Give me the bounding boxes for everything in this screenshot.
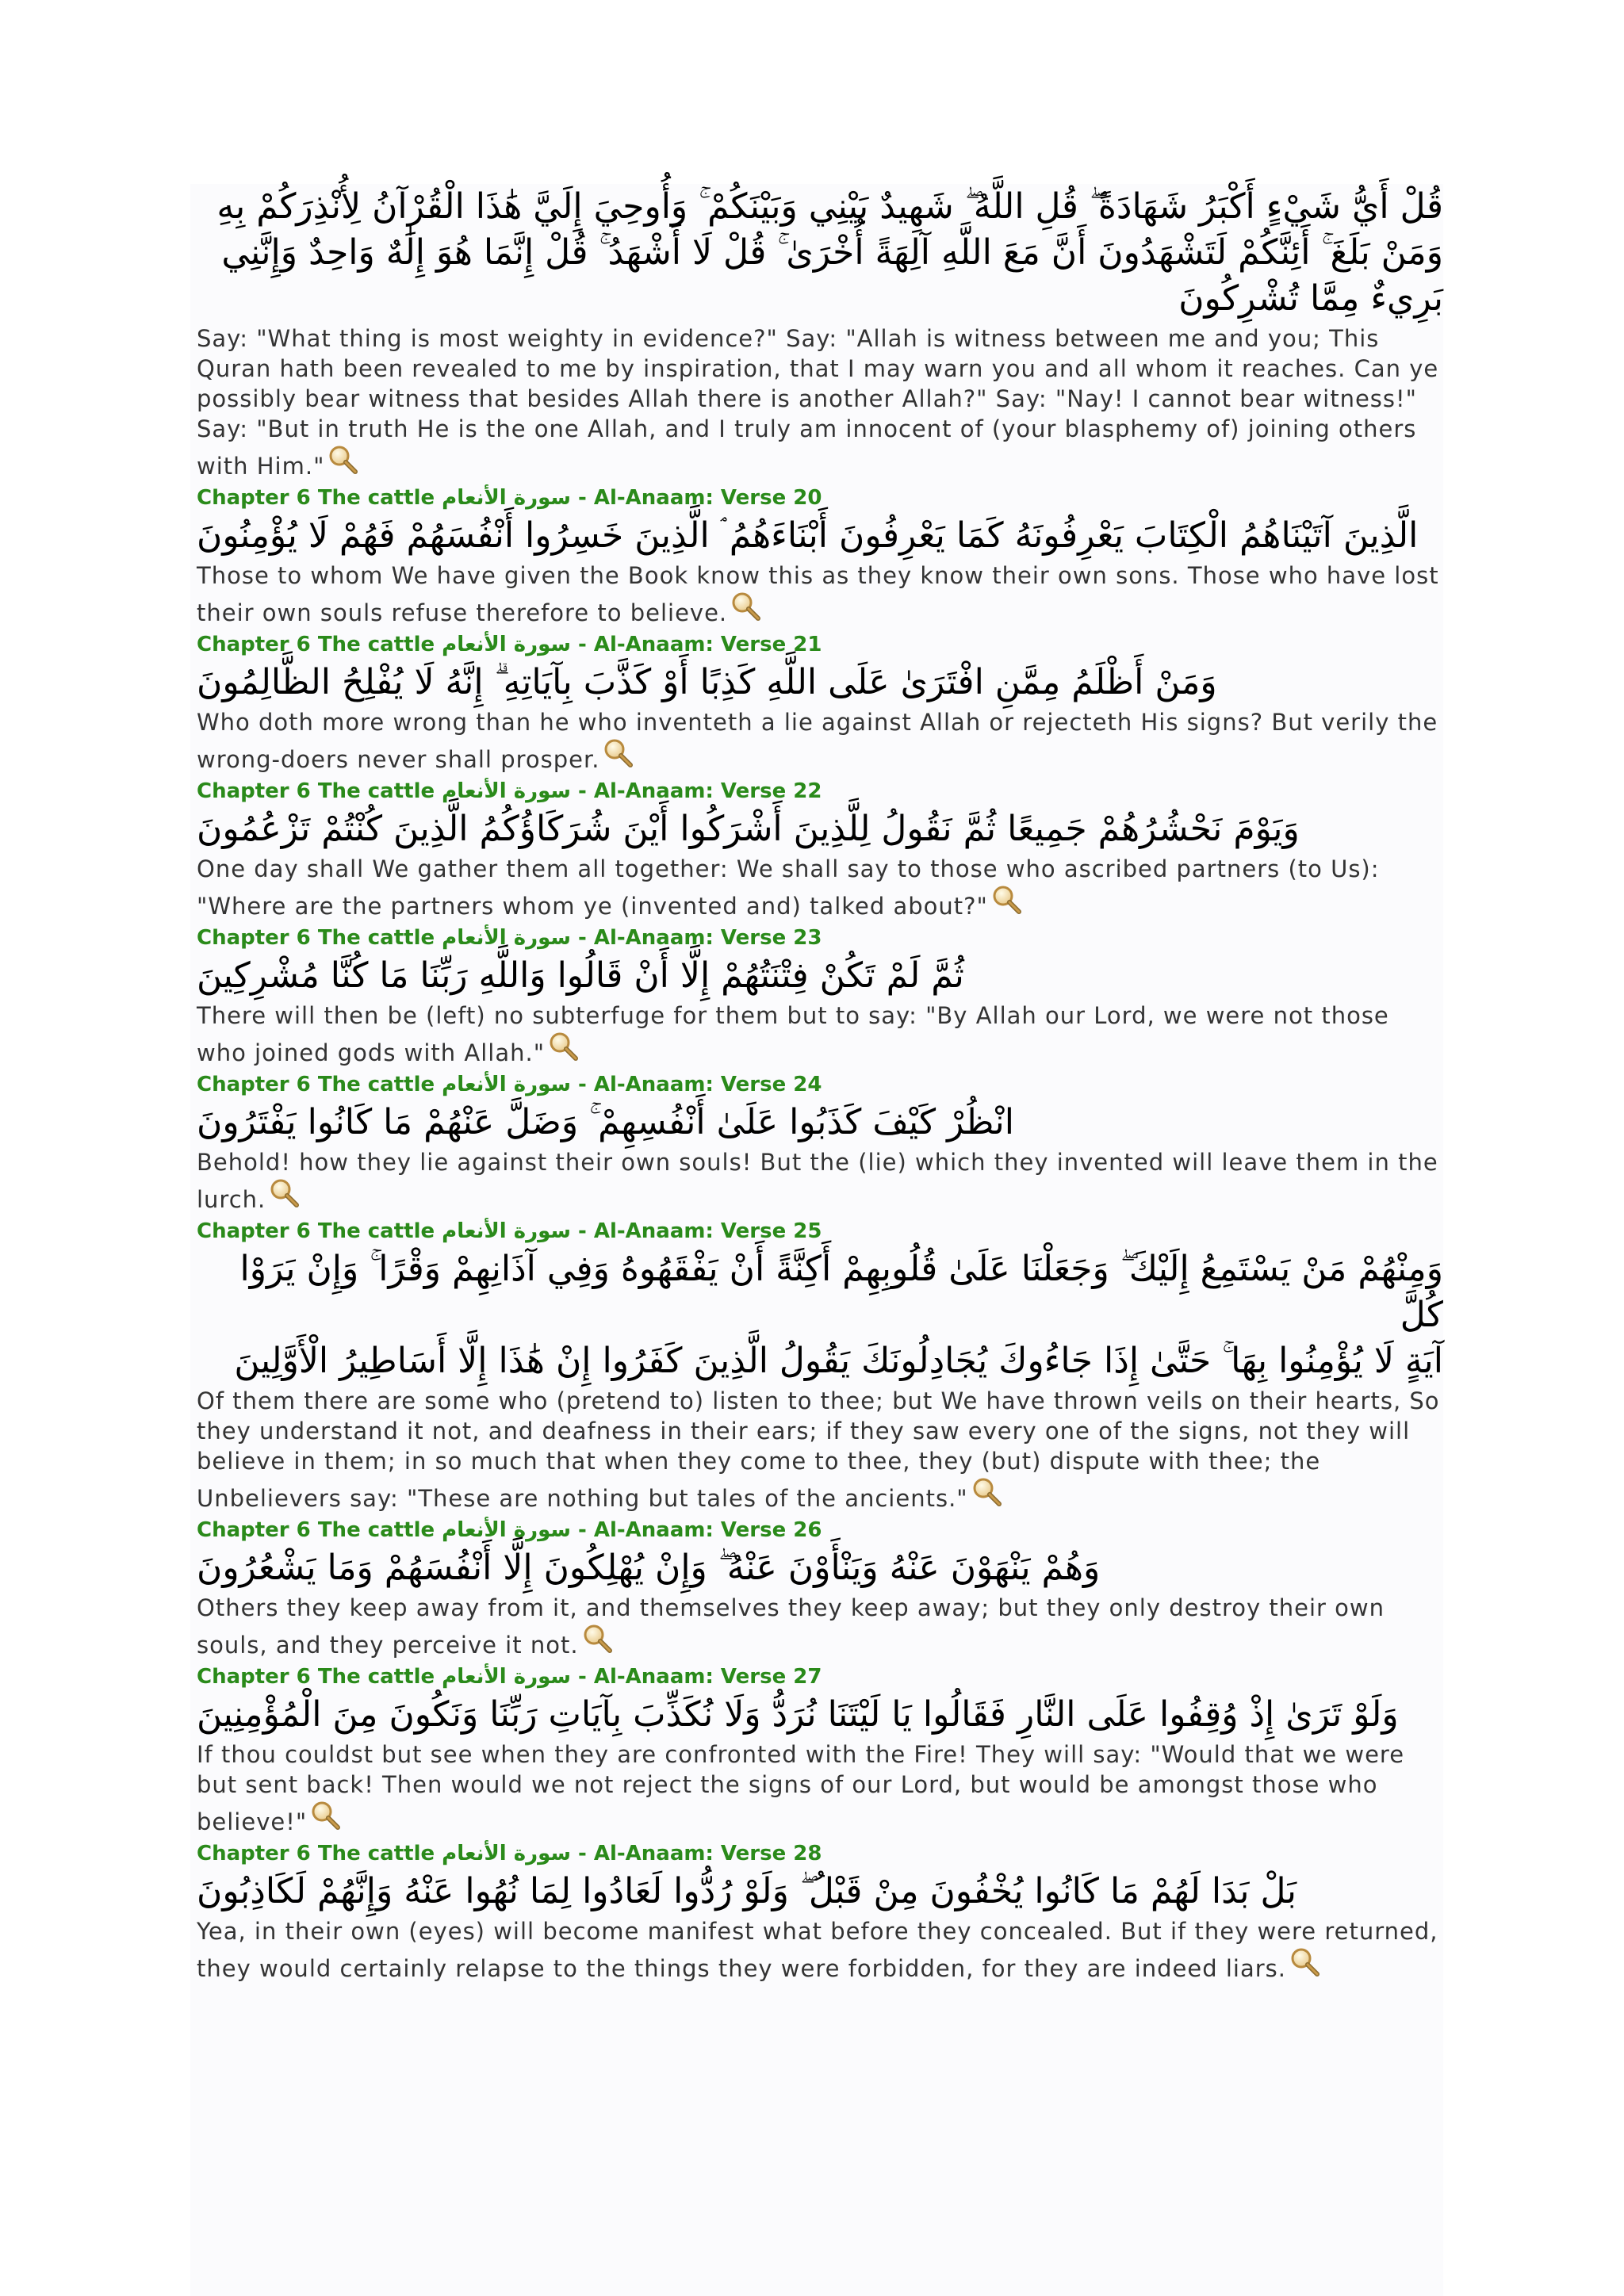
translation-text: If thou couldst but see when they are confronted with the Fire! They will say: "Would that we were but sent back! Then would we not reject the signs of our Lord, but would be amongst those who believe!" [197,1741,1405,1835]
verse-block [197,486,1443,628]
magnifier-icon[interactable] [1289,1946,1321,1978]
verse-block [197,926,1443,1068]
verse-number-label: - Al-Anaam: Verse 25 [570,1219,822,1243]
translation-text: Say: "What thing is most weighty in evidence?" Say: "Allah is witness between me and you; This Quran hath been revealed to me by inspiration, that I may warn you and all whom it reaches. Can ye possibly bear witness that besides Allah there is another Allah?" Say: "Nay! I cannot bear witness!" Say: "But in truth He is the one Allah, and I truly am innocent of (your blasphemy of) joining others with Him." [197,325,1439,480]
verse-number-label: - Al-Anaam: Verse 28 [570,1842,822,1866]
verse-translation [197,323,1443,481]
magnifier-icon[interactable] [730,591,762,622]
arabic-verse-line: قُلْ أَيُّ شَيْءٍ أَكْبَرُ شَهَادَةً ۖ قُلِ اللَّهُ ۖ شَهِيدٌ بَيْنِي وَبَيْنَكُمْ ۚ وَأُوحِيَ إِلَيَّ هَٰذَا الْقُرْآنُ لِأُنْذِرَكُمْ بِهِ [216,186,1443,227]
verse-header[interactable] [197,486,1443,510]
verse-number-label: - Al-Anaam: Verse 20 [570,486,822,510]
verse-translation [197,1001,1443,1068]
verse-block [197,633,1443,775]
verse-translation [197,1739,1443,1837]
chapter-title: Chapter 6 The cattle [197,1518,442,1542]
translation-text: Yea, in their own (eyes) will become manifest what before they concealed. But if they were returned, they would certainly relapse to the things they were forbidden, for they are indeed liars. [197,1918,1438,1982]
verse-translation [197,854,1443,921]
verse-number-label: - Al-Anaam: Verse 22 [570,779,822,803]
magnifier-icon[interactable] [991,884,1023,916]
chapter-title: Chapter 6 The cattle [197,486,442,510]
translation-text: Others they keep away from it, and themselves they keep away; but they only destroy their own souls, and they perceive it not. [197,1594,1385,1659]
chapter-title: Chapter 6 The cattle [197,1219,442,1243]
verse-number-label: - Al-Anaam: Verse 23 [570,926,822,950]
arabic-verse-line: انْظُرْ كَيْفَ كَذَبُوا عَلَىٰ أَنْفُسِهِمْ ۚ وَضَلَّ عَنْهُمْ مَا كَانُوا يَفْتَرُونَ [197,1102,1014,1142]
verse-block [197,1518,1443,1660]
verse-translation [197,561,1443,628]
chapter-title: Chapter 6 The cattle [197,633,442,656]
surah-arabic-name: سورة الأنعام [442,1073,571,1096]
verse-number-label: - Al-Anaam: Verse 26 [570,1518,822,1542]
translation-text: Behold! how they lie against their own souls! But the (lie) which they invented will leave them in the lurch. [197,1149,1438,1213]
chapter-title: Chapter 6 The cattle [197,926,442,950]
arabic-verse-line: وَيَوْمَ نَحْشُرُهُمْ جَمِيعًا ثُمَّ نَقُولُ لِلَّذِينَ أَشْرَكُوا أَيْنَ شُرَكَاؤُكُمُ الَّذِينَ كُنْتُمْ تَزْعُمُونَ [197,809,1300,849]
surah-arabic-name: سورة الأنعام [442,1518,571,1542]
arabic-verse-line: ثُمَّ لَمْ تَكُنْ فِتْنَتُهُمْ إِلَّا أَنْ قَالُوا وَاللَّهِ رَبِّنَا مَا كُنَّا مُشْرِكِينَ [197,955,964,996]
translation-text: Who doth more wrong than he who inventeth a lie against Allah or rejecteth His signs? But verily the wrong-doers never shall prosper. [197,709,1438,773]
chapter-title: Chapter 6 The cattle [197,1842,442,1866]
magnifier-icon[interactable] [310,1800,342,1831]
verse-translation [197,1386,1443,1513]
verse-translation [197,1147,1443,1215]
magnifier-icon[interactable] [327,444,359,476]
verse-header[interactable] [197,1219,1443,1243]
arabic-verse-line: وَمَنْ بَلَغَ ۚ أَئِنَّكُمْ لَتَشْهَدُونَ أَنَّ مَعَ اللَّهِ آلِهَةً أُخْرَىٰ ۚ قُلْ لَا أَشْهَدُ ۚ قُلْ إِنَّمَا هُوَ إِلَٰهٌ وَاحِدٌ وَإِنَّنِي [221,232,1443,273]
surah-arabic-name: سورة الأنعام [442,1219,571,1243]
surah-arabic-name: سورة الأنعام [442,926,571,950]
surah-arabic-name: سورة الأنعام [442,486,571,510]
arabic-verse-line: وَلَوْ تَرَىٰ إِذْ وُقِفُوا عَلَى النَّارِ فَقَالُوا يَا لَيْتَنَا نُرَدُّ وَلَا نُكَذِّبَ بِآيَاتِ رَبِّنَا وَنَكُونَ مِنَ الْمُؤْمِنِينَ [197,1694,1399,1735]
verse-block [197,1219,1443,1513]
verse-translation [197,707,1443,775]
surah-arabic-name: سورة الأنعام [442,1665,571,1689]
verse-header[interactable] [197,633,1443,656]
verse-block-intro [197,184,1443,481]
verse-header[interactable] [197,1518,1443,1542]
verse-block [197,1073,1443,1215]
arabic-verse-line: وَمِنْهُمْ مَنْ يَسْتَمِعُ إِلَيْكَ ۖ وَجَعَلْنَا عَلَىٰ قُلُوبِهِمْ أَكِنَّةً أَنْ يَفْقَهُوهُ وَفِي آذَانِهِمْ وَقْرًا ۚ وَإِنْ يَرَوْا كُلَّ [239,1249,1443,1335]
magnifier-icon[interactable] [548,1031,580,1062]
arabic-verse-line: وَهُمْ يَنْهَوْنَ عَنْهُ وَيَنْأَوْنَ عَنْهُ ۖ وَإِنْ يُهْلِكُونَ إِلَّا أَنْفُسَهُمْ وَمَا يَشْعُرُونَ [197,1548,1101,1588]
arabic-verse-line: الَّذِينَ آتَيْنَاهُمُ الْكِتَابَ يَعْرِفُونَهُ كَمَا يَعْرِفُونَ أَبْنَاءَهُمُ ۘ الَّذِينَ خَسِرُوا أَنْفُسَهُمْ فَهُمْ لَا يُؤْمِنُونَ [197,515,1419,556]
verse-number-label: - Al-Anaam: Verse 21 [570,633,822,656]
verse-block [197,1842,1443,1984]
verse-translation [197,1593,1443,1660]
verse-block [197,779,1443,921]
verse-header[interactable] [197,926,1443,950]
verse-number-label: - Al-Anaam: Verse 24 [570,1073,822,1096]
arabic-verse-line: بَرِيءٌ مِمَّا تُشْرِكُونَ [1178,278,1443,319]
chapter-title: Chapter 6 The cattle [197,779,442,803]
arabic-verse-line: بَلْ بَدَا لَهُمْ مَا كَانُوا يُخْفُونَ مِنْ قَبْلُ ۖ وَلَوْ رُدُّوا لَعَادُوا لِمَا نُهُوا عَنْهُ وَإِنَّهُمْ لَكَاذِبُونَ [197,1871,1297,1911]
magnifier-icon[interactable] [582,1623,614,1655]
document-content [197,184,1443,1984]
verse-header[interactable] [197,1842,1443,1866]
surah-arabic-name: سورة الأنعام [442,1842,571,1866]
chapter-title: Chapter 6 The cattle [197,1073,442,1096]
verse-block [197,1665,1443,1837]
translation-text: There will then be (left) no subterfuge for them but to say: "By Allah our Lord, we were not those who joined gods with Allah." [197,1002,1389,1066]
surah-arabic-name: سورة الأنعام [442,633,571,656]
translation-text: One day shall We gather them all together: We shall say to those who ascribed partners (to Us): "Where are the partners whom ye (invented and) talked about?" [197,855,1380,920]
translation-text: Those to whom We have given the Book know this as they know their own sons. Those who have lost their own souls refuse therefore to believe. [197,562,1439,626]
magnifier-icon[interactable] [603,737,634,769]
surah-arabic-name: سورة الأنعام [442,779,571,803]
chapter-title: Chapter 6 The cattle [197,1665,442,1689]
translation-text: Of them there are some who (pretend to) listen to thee; but We have thrown veils on their hearts, So they understand it not, and deafness in their ears; if they saw every one of the signs, not they will believe in them; in so much that when they come to thee, they (but) dispute with thee; the Unbelievers say: "These are nothing but tales of the ancients." [197,1387,1440,1512]
magnifier-icon[interactable] [971,1476,1003,1508]
verse-number-label: - Al-Anaam: Verse 27 [570,1665,822,1689]
verse-header[interactable] [197,1665,1443,1689]
magnifier-icon[interactable] [269,1177,301,1209]
verse-header[interactable] [197,1073,1443,1096]
arabic-verse-line: آيَةٍ لَا يُؤْمِنُوا بِهَا ۚ حَتَّىٰ إِذَا جَاءُوكَ يُجَادِلُونَكَ يَقُولُ الَّذِينَ كَفَرُوا إِنْ هَٰذَا إِلَّا أَسَاطِيرُ الْأَوَّلِينَ [234,1341,1443,1381]
arabic-verse-line: وَمَنْ أَظْلَمُ مِمَّنِ افْتَرَىٰ عَلَى اللَّهِ كَذِبًا أَوْ كَذَّبَ بِآيَاتِهِ ۗ إِنَّهُ لَا يُفْلِحُ الظَّالِمُونَ [197,662,1217,702]
verse-header[interactable] [197,779,1443,803]
verse-translation [197,1916,1443,1984]
